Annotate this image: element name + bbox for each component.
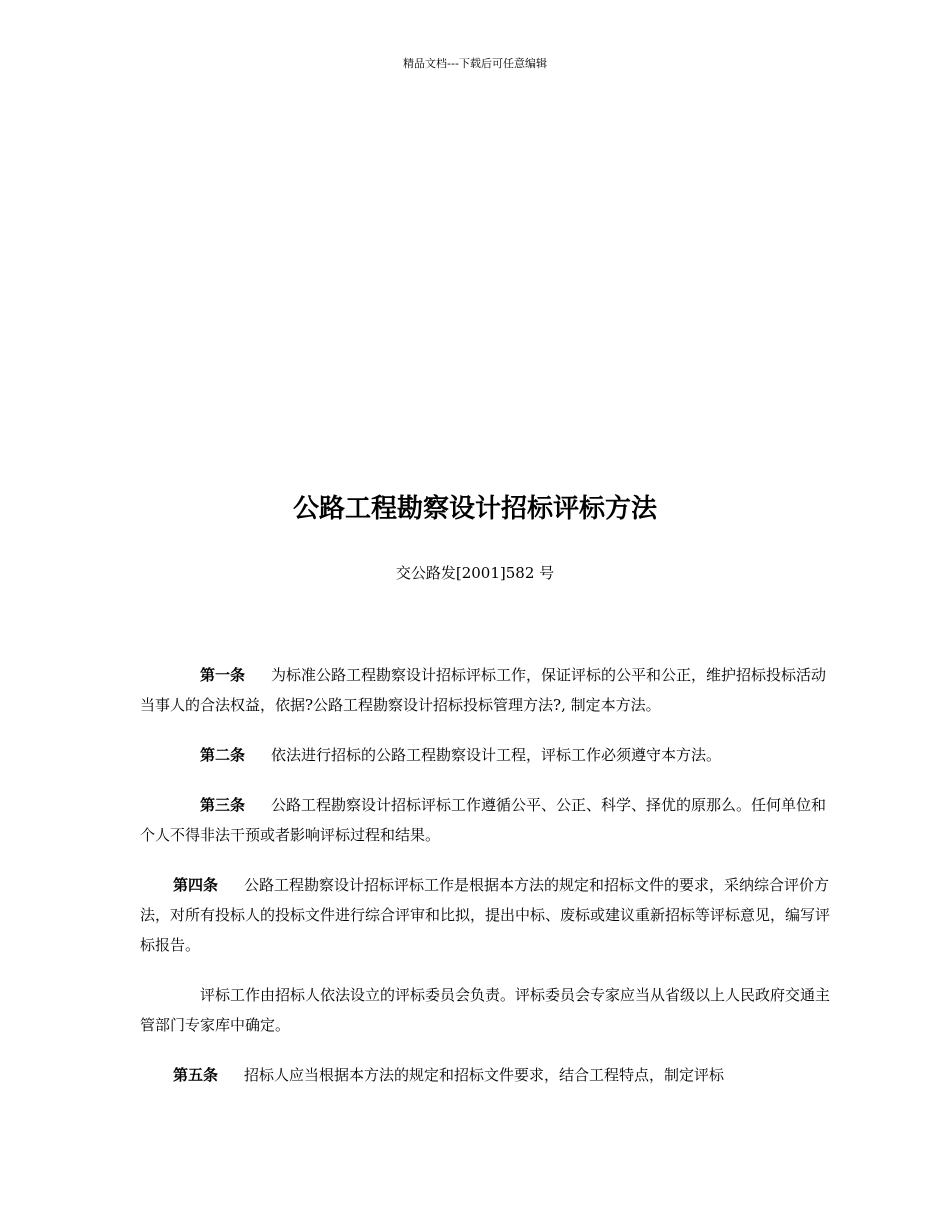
document-number: 交公路发[2001]582 号 <box>395 564 555 582</box>
article-2-text: 依法进行招标的公路工程勘察设计工程，评标工作必须遵守本方法。 <box>271 746 722 764</box>
article-4-continuation-text: 评标工作由招标人依法设立的评标委员会负责。评标委员会专家应当从省级以上人民政府交通主管部门专家库中确定。 <box>140 986 831 1034</box>
document-title: 公路工程勘察设计招标评标方法 <box>292 494 657 524</box>
article-3 <box>140 790 830 850</box>
article-4-text: 公路工程勘察设计招标评标工作是根据本方法的规定和招标文件的要求，采纳综合评价方法，对所有投标人的投标文件进行综合评审和比拟，提出中标、废标或建议重新招标等评标意见，编写评标报告。 <box>140 876 831 954</box>
header-note: 精品文档---下载后可任意编辑 <box>403 57 547 70</box>
article-4-continuation <box>140 980 830 1040</box>
article-5-label: 第五条 <box>173 1066 219 1084</box>
article-5-text: 招标人应当根据本方法的规定和招标文件要求，结合工程特点，制定评标 <box>244 1066 725 1084</box>
article-1-label: 第一条 <box>200 666 246 684</box>
article-5 <box>140 1060 830 1090</box>
article-3-text: 公路工程勘察设计招标评标工作遵循公平、公正、科学、择优的原那么。任何单位和个人不得非法干预或者影响评标过程和结果。 <box>140 796 827 844</box>
article-3-label: 第三条 <box>200 796 246 814</box>
article-2 <box>140 740 830 770</box>
article-1 <box>140 660 830 720</box>
article-4-label: 第四条 <box>173 876 219 894</box>
article-1-text: 为标准公路工程勘察设计招标评标工作，保证评标的公平和公正，维护招标投标活动当事人的合法权益，依据?公路工程勘察设计招标投标管理方法?, 制定本方法。 <box>140 666 827 714</box>
article-2-label: 第二条 <box>200 746 246 764</box>
article-4 <box>140 870 830 960</box>
document-body <box>140 660 830 1110</box>
